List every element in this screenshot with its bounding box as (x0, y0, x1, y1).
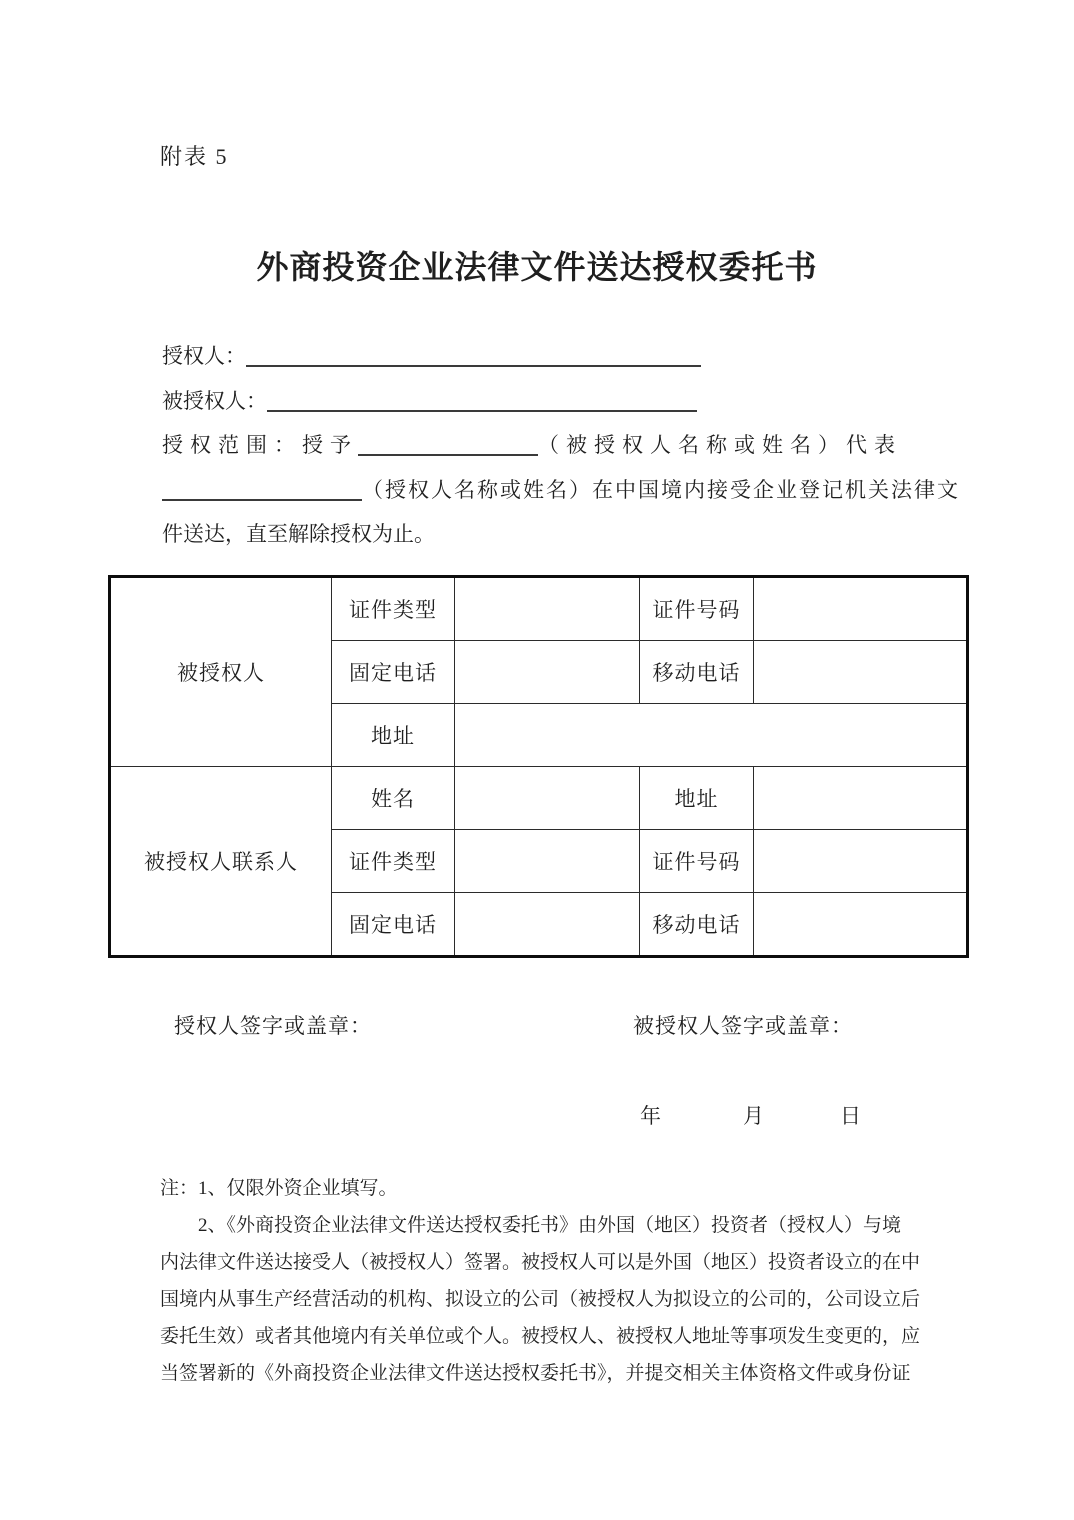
scope-line-2 (162, 468, 960, 513)
grantor-line (162, 334, 916, 379)
value-cell-blank (754, 641, 968, 704)
scope-cont-suffix: （授权人名称或姓名）在中国境内接受企业登记机关法律文 (362, 477, 960, 502)
note-line: 2、《外商投资企业法律文件送达授权委托书》由外国（地区）投资者（授权人）与境 (198, 1215, 902, 1236)
value-cell-blank (455, 830, 640, 893)
grantor-blank-line (246, 345, 701, 367)
scope-blank-line (358, 434, 538, 456)
value-cell-blank (754, 830, 968, 893)
label-cell: 固定电话 (332, 893, 455, 957)
attachment-label: 附表 5 (160, 144, 229, 169)
value-cell-blank (754, 767, 968, 830)
label-cell: 姓名 (332, 767, 455, 830)
note-line: 当签署新的《外商投资企业法律文件送达授权委托书》，并提交相关主体资格文件或身份证 (160, 1363, 911, 1384)
notes-section (160, 1170, 950, 1392)
date-month-label: 月 (743, 1104, 764, 1128)
label-cell: 固定电话 (332, 641, 455, 704)
table-row (110, 577, 968, 641)
value-cell-blank (455, 641, 640, 704)
value-cell-blank (455, 577, 640, 641)
label-cell: 证件类型 (332, 577, 455, 641)
value-cell-blank (455, 704, 968, 767)
grantee-label: 被授权人： (162, 388, 267, 413)
label-cell: 移动电话 (640, 893, 754, 957)
value-cell-blank (455, 767, 640, 830)
contact-group-cell: 被授权人联系人 (110, 767, 332, 957)
note-line: 注：1、仅限外资企业填写。 (160, 1178, 398, 1199)
date-year-label: 年 (640, 1104, 661, 1128)
grantor-label: 授权人： (162, 344, 246, 368)
grantee-signature-label: 被授权人签字或盖章： (633, 1014, 853, 1038)
grantee-group-cell: 被授权人 (110, 577, 332, 767)
label-cell: 地址 (332, 704, 455, 767)
label-cell: 证件类型 (332, 830, 455, 893)
scope-prefix: 授权范围：授予 (162, 433, 358, 457)
scope-line-3 (162, 512, 916, 557)
label-cell: 证件号码 (640, 577, 754, 641)
note-line: 委托生效）或者其他境内有关单位或个人。被授权人、被授权人地址等事项发生变更的，应 (160, 1326, 921, 1347)
label-cell: 移动电话 (640, 641, 754, 704)
document-title: 外商投资企业法律文件送达授权委托书 (256, 249, 818, 285)
scope-last: 件送达，直至解除授权为止。 (162, 522, 435, 546)
value-cell-blank (754, 577, 968, 641)
value-cell-blank (754, 893, 968, 957)
info-table (108, 575, 969, 958)
label-cell: 证件号码 (640, 830, 754, 893)
preamble (162, 334, 960, 557)
table-row (110, 767, 968, 830)
scope-middle: （被授权人名称或姓名）代表 (538, 433, 902, 457)
scope-line-1 (162, 423, 916, 468)
grantee-blank-line (267, 390, 697, 412)
grantor-signature-label: 授权人签字或盖章： (174, 1014, 372, 1038)
note-line: 内法律文件送达接受人（被授权人）签署。被授权人可以是外国（地区）投资者设立的在中 (160, 1252, 921, 1273)
grantee-line (162, 379, 916, 424)
label-cell: 地址 (640, 767, 754, 830)
value-cell-blank (455, 893, 640, 957)
date-day-label: 日 (840, 1104, 861, 1128)
note-line: 国境内从事生产经营活动的机构、拟设立的公司（被授权人为拟设立的公司的，公司设立后 (160, 1289, 921, 1310)
scope-cont-blank-line (162, 479, 362, 501)
